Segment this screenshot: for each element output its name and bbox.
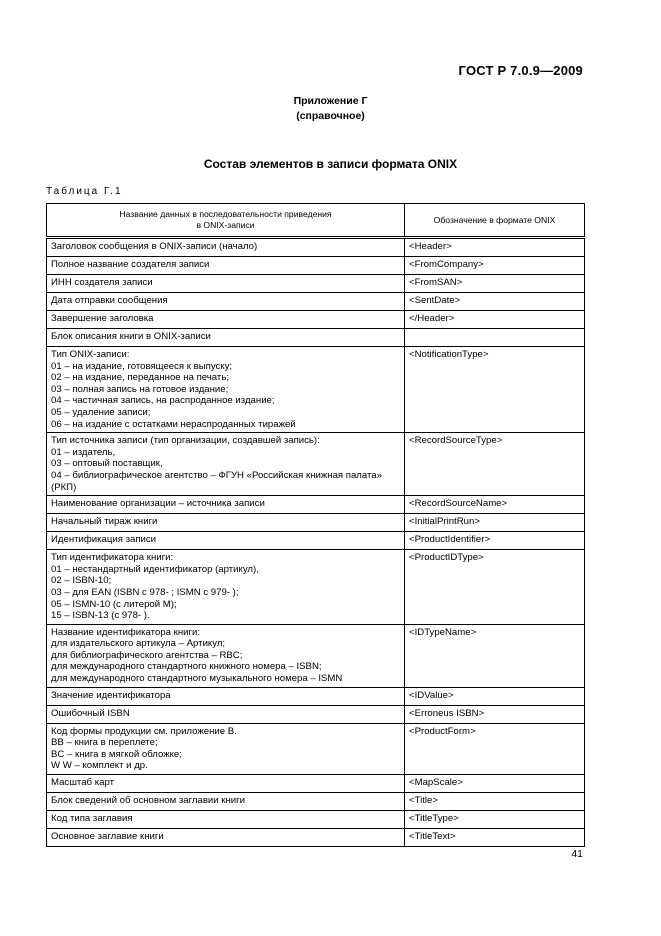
- table-row: [47, 514, 585, 532]
- onix-code: <SentDate>: [405, 293, 585, 311]
- data-element-name: Блок сведений об основном заглавии книги: [47, 793, 405, 811]
- table-header-row: [47, 204, 585, 237]
- onix-code: <Erroneus ISBN>: [405, 705, 585, 723]
- table-row: [47, 329, 585, 347]
- table-row: [47, 550, 585, 625]
- table-row: [47, 775, 585, 793]
- column-header-data-name: Название данных в последовательности приведения в ONIX-записи: [47, 204, 405, 237]
- onix-code: <TitleText>: [405, 829, 585, 847]
- data-element-name: Значение идентификатора: [47, 687, 405, 705]
- table-row: [47, 275, 585, 293]
- table-row: [47, 723, 585, 774]
- table-body: [47, 237, 585, 847]
- data-element-name: Основное заглавие книги: [47, 829, 405, 847]
- onix-code: <TitleType>: [405, 811, 585, 829]
- onix-code: <InitialPrintRun>: [405, 514, 585, 532]
- document-standard-code: ГОСТ Р 7.0.9—2009: [458, 63, 583, 78]
- appendix-subtitle: (справочное): [296, 110, 365, 122]
- table-row: [47, 793, 585, 811]
- table-row: [47, 293, 585, 311]
- onix-code: </Header>: [405, 311, 585, 329]
- data-element-name: Тип источника записи (тип организации, создавшей запись): 01 – издатель, 03 – оптовый поставщик, 04 – библиографическое агентство – ФГУН «Российская книжная палата» (РКП): [47, 433, 405, 496]
- onix-code: <IDValue>: [405, 687, 585, 705]
- onix-code: <Title>: [405, 793, 585, 811]
- table-row: [47, 311, 585, 329]
- onix-code: <RecordSourceType>: [405, 433, 585, 496]
- onix-code: <RecordSourceName>: [405, 496, 585, 514]
- onix-code: <ProductForm>: [405, 723, 585, 774]
- table-row: [47, 496, 585, 514]
- onix-code: <IDTypeName>: [405, 624, 585, 687]
- onix-code: <NotificationType>: [405, 347, 585, 433]
- data-element-name: Идентификация записи: [47, 532, 405, 550]
- onix-code: <MapScale>: [405, 775, 585, 793]
- data-element-name: Блок описания книги в ONIX-записи: [47, 329, 405, 347]
- table-row: [47, 811, 585, 829]
- data-element-name: Код типа заглавия: [47, 811, 405, 829]
- data-element-name: Ошибочный ISBN: [47, 705, 405, 723]
- data-element-name: ИНН создателя записи: [47, 275, 405, 293]
- table-row: [47, 687, 585, 705]
- appendix-heading: [0, 94, 661, 124]
- column-header-onix-code: Обозначение в формате ONIX: [405, 204, 585, 237]
- data-element-name: Тип идентификатора книги: 01 – нестандартный идентификатор (артикул), 02 – ISBN-10; 03 – для EAN (ISBN с 978- ; ISMN с 979- ); 05 – ISMN-10 (с литерой M); 15 – ISBN-13 (с 978- ).: [47, 550, 405, 625]
- table-row: [47, 239, 585, 257]
- data-element-name: Завершение заголовка: [47, 311, 405, 329]
- onix-code: <ProductIdentifier>: [405, 532, 585, 550]
- onix-code: <FromCompany>: [405, 257, 585, 275]
- table-row: [47, 433, 585, 496]
- appendix-title: Приложение Г: [293, 95, 368, 107]
- table-row: [47, 257, 585, 275]
- page-number: 41: [571, 848, 583, 860]
- data-element-name: Наименование организации – источника записи: [47, 496, 405, 514]
- onix-elements-table: [46, 203, 585, 847]
- data-element-name: Дата отправки сообщения: [47, 293, 405, 311]
- onix-code: <Header>: [405, 239, 585, 257]
- data-element-name: Масштаб карт: [47, 775, 405, 793]
- data-element-name: Название идентификатора книги: для издательского артикула – Артикул; для библиографического агентства – RBC; для международного стандартного книжного номера – ISBN; для международного стандартного музыкального номера – ISMN: [47, 624, 405, 687]
- table-row: [47, 829, 585, 847]
- table-row: [47, 705, 585, 723]
- onix-code: <ProductIDType>: [405, 550, 585, 625]
- onix-code: [405, 329, 585, 347]
- table-row: [47, 624, 585, 687]
- data-element-name: Тип ONIX-записи: 01 – на издание, готовящееся к выпуску; 02 – на издание, переданное на печать; 03 – полная запись на готовое издание; 04 – частичная запись, на распроданное издание; 05 – удаление записи; 06 – на издание с остатками нераспроданных тиражей: [47, 347, 405, 433]
- table-caption: Таблица Г.1: [46, 186, 123, 197]
- data-element-name: Полное название создателя записи: [47, 257, 405, 275]
- data-element-name: Заголовок сообщения в ONIX-записи (начало): [47, 239, 405, 257]
- onix-code: <FromSAN>: [405, 275, 585, 293]
- table-row: [47, 532, 585, 550]
- data-element-name: Код формы продукции см. приложение В. BB – книга в переплете; BC – книга в мягкой обложке; W W – комплект и др.: [47, 723, 405, 774]
- table-row: [47, 347, 585, 433]
- section-title: Состав элементов в записи формата ONIX: [203, 157, 458, 171]
- data-element-name: Начальный тираж книги: [47, 514, 405, 532]
